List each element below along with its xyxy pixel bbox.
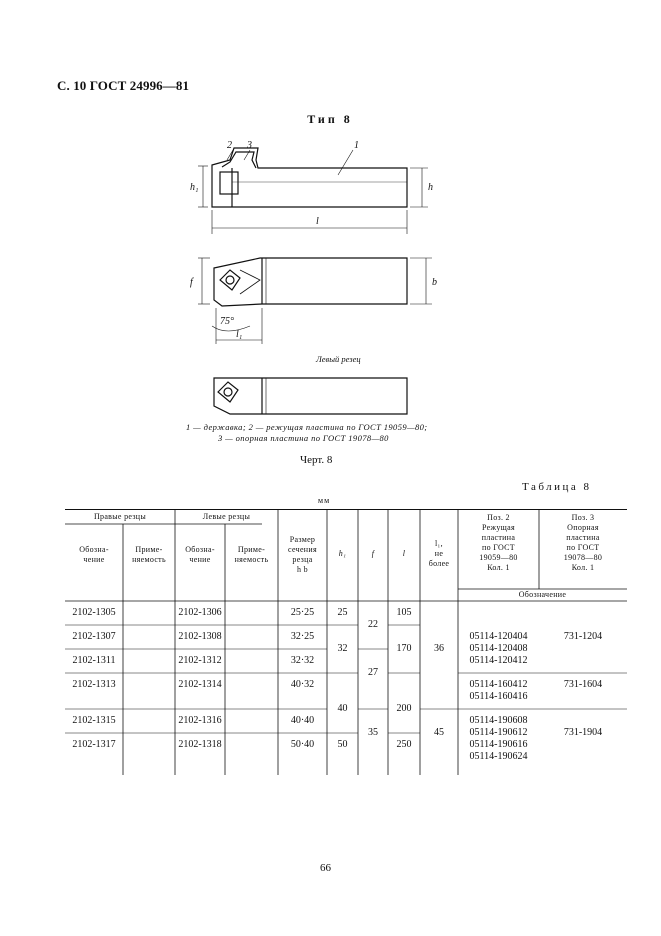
cell-l-1: 105 xyxy=(396,607,412,618)
header-l1: l₁, не более xyxy=(428,539,450,568)
type-title: Тип 8 xyxy=(307,112,353,126)
cell-l-4: 250 xyxy=(396,739,412,750)
header-applicability-left: Приме- няемость xyxy=(234,545,269,564)
header-designation-left: Обозна- чение xyxy=(185,545,215,564)
cell-h1-2: 32 xyxy=(337,643,348,654)
callout-1: 1 xyxy=(354,140,359,151)
cell-pos3-1: 731-1204 xyxy=(563,631,603,642)
cell-left-6: 2102-1318 xyxy=(178,739,222,750)
cell-pos2-1a: 05114-120404 xyxy=(469,631,528,642)
cell-f-3: 35 xyxy=(368,727,378,738)
cell-f-1: 22 xyxy=(368,619,378,630)
header-pos2: Поз. 2 Режущая пластина по ГОСТ 19059—80 Кол. 1 xyxy=(479,513,518,572)
cell-section-1: 25·25 xyxy=(290,607,315,618)
dim-h1: h₁ xyxy=(190,182,199,193)
header-pos3: Поз. 3 Опорная пластина по ГОСТ 19078—80 Кол. 1 xyxy=(563,513,603,572)
cell-pos2-3a: 05114-190608 xyxy=(469,715,528,726)
cell-left-4: 2102-1314 xyxy=(178,679,222,690)
cell-pos3-2: 731-1604 xyxy=(563,679,603,690)
cell-section-4: 40·32 xyxy=(290,679,315,690)
header-f: f xyxy=(371,549,375,558)
header-designation: Обозначение xyxy=(518,590,567,599)
cell-pos2-3b: 05114-190612 xyxy=(469,727,528,738)
dim-f: f xyxy=(190,277,193,288)
cell-section-6: 50·40 xyxy=(290,739,315,750)
cell-pos2-2a: 05114-160412 xyxy=(469,679,528,690)
units-label: мм xyxy=(318,496,331,505)
cell-h1-4: 50 xyxy=(337,739,348,750)
cell-h1-3: 40 xyxy=(337,703,348,714)
cell-l1-1: 36 xyxy=(434,643,444,654)
cell-left-5: 2102-1316 xyxy=(178,715,222,726)
page-number: 66 xyxy=(320,862,331,874)
header-l: l xyxy=(402,549,406,558)
cell-l1-2: 45 xyxy=(434,727,444,738)
header-designation-right: Обозна- чение xyxy=(79,545,109,564)
cell-left-3: 2102-1312 xyxy=(178,655,222,666)
table-caption: Таблица 8 xyxy=(522,481,592,493)
cell-right-5: 2102-1315 xyxy=(72,715,116,726)
cell-pos2-1c: 05114-120412 xyxy=(469,655,528,666)
figure-caption: Черт. 8 xyxy=(300,454,333,466)
header-section-size: Размер сечения резца h b xyxy=(288,535,317,574)
cell-l-2: 170 xyxy=(396,643,412,654)
data-table xyxy=(65,509,627,775)
cell-right-4: 2102-1313 xyxy=(72,679,116,690)
callout-2: 2 xyxy=(227,140,232,151)
page-header: С. 10 ГОСТ 24996—81 xyxy=(57,78,190,93)
tool-drawing xyxy=(170,130,470,420)
cell-l-3: 200 xyxy=(396,703,412,714)
cell-left-2: 2102-1308 xyxy=(178,631,222,642)
cell-pos2-3d: 05114-190624 xyxy=(469,751,528,762)
cell-section-5: 40·40 xyxy=(290,715,315,726)
cell-right-3: 2102-1311 xyxy=(72,655,116,666)
header-h1: h₁ xyxy=(338,549,347,558)
legend-line-2: 3 — опорная пластина по ГОСТ 19078—80 xyxy=(218,433,389,443)
cell-left-1: 2102-1306 xyxy=(178,607,222,618)
header-applicability-right: Приме- няемость xyxy=(132,545,166,564)
dim-l1: l₁ xyxy=(236,329,243,340)
cell-f-2: 27 xyxy=(368,667,378,678)
cell-right-6: 2102-1317 xyxy=(72,739,116,750)
callout-3: 3 xyxy=(247,140,252,151)
cell-pos2-3c: 05114-190616 xyxy=(469,739,528,750)
left-cutter-label: Левый резец xyxy=(316,354,361,364)
dim-angle: 75° xyxy=(220,316,234,327)
header-right-cutters: Правые резцы xyxy=(93,512,147,521)
cell-right-2: 2102-1307 xyxy=(72,631,116,642)
cell-right-1: 2102-1305 xyxy=(72,607,116,618)
dim-b: b xyxy=(432,277,437,288)
cell-h1-1: 25 xyxy=(337,607,348,618)
legend-line-1: 1 — державка; 2 — режущая пластина по ГОСТ 19059—80; xyxy=(186,422,428,432)
cell-section-2: 32·25 xyxy=(290,631,315,642)
cell-section-3: 32·32 xyxy=(290,655,315,666)
dim-l: l xyxy=(316,216,319,227)
dim-h: h xyxy=(428,182,433,193)
header-left-cutters: Левые резцы xyxy=(202,512,251,521)
cell-pos2-2b: 05114-160416 xyxy=(469,691,528,702)
cell-pos3-3: 731-1904 xyxy=(563,727,603,738)
cell-pos2-1b: 05114-120408 xyxy=(469,643,528,654)
